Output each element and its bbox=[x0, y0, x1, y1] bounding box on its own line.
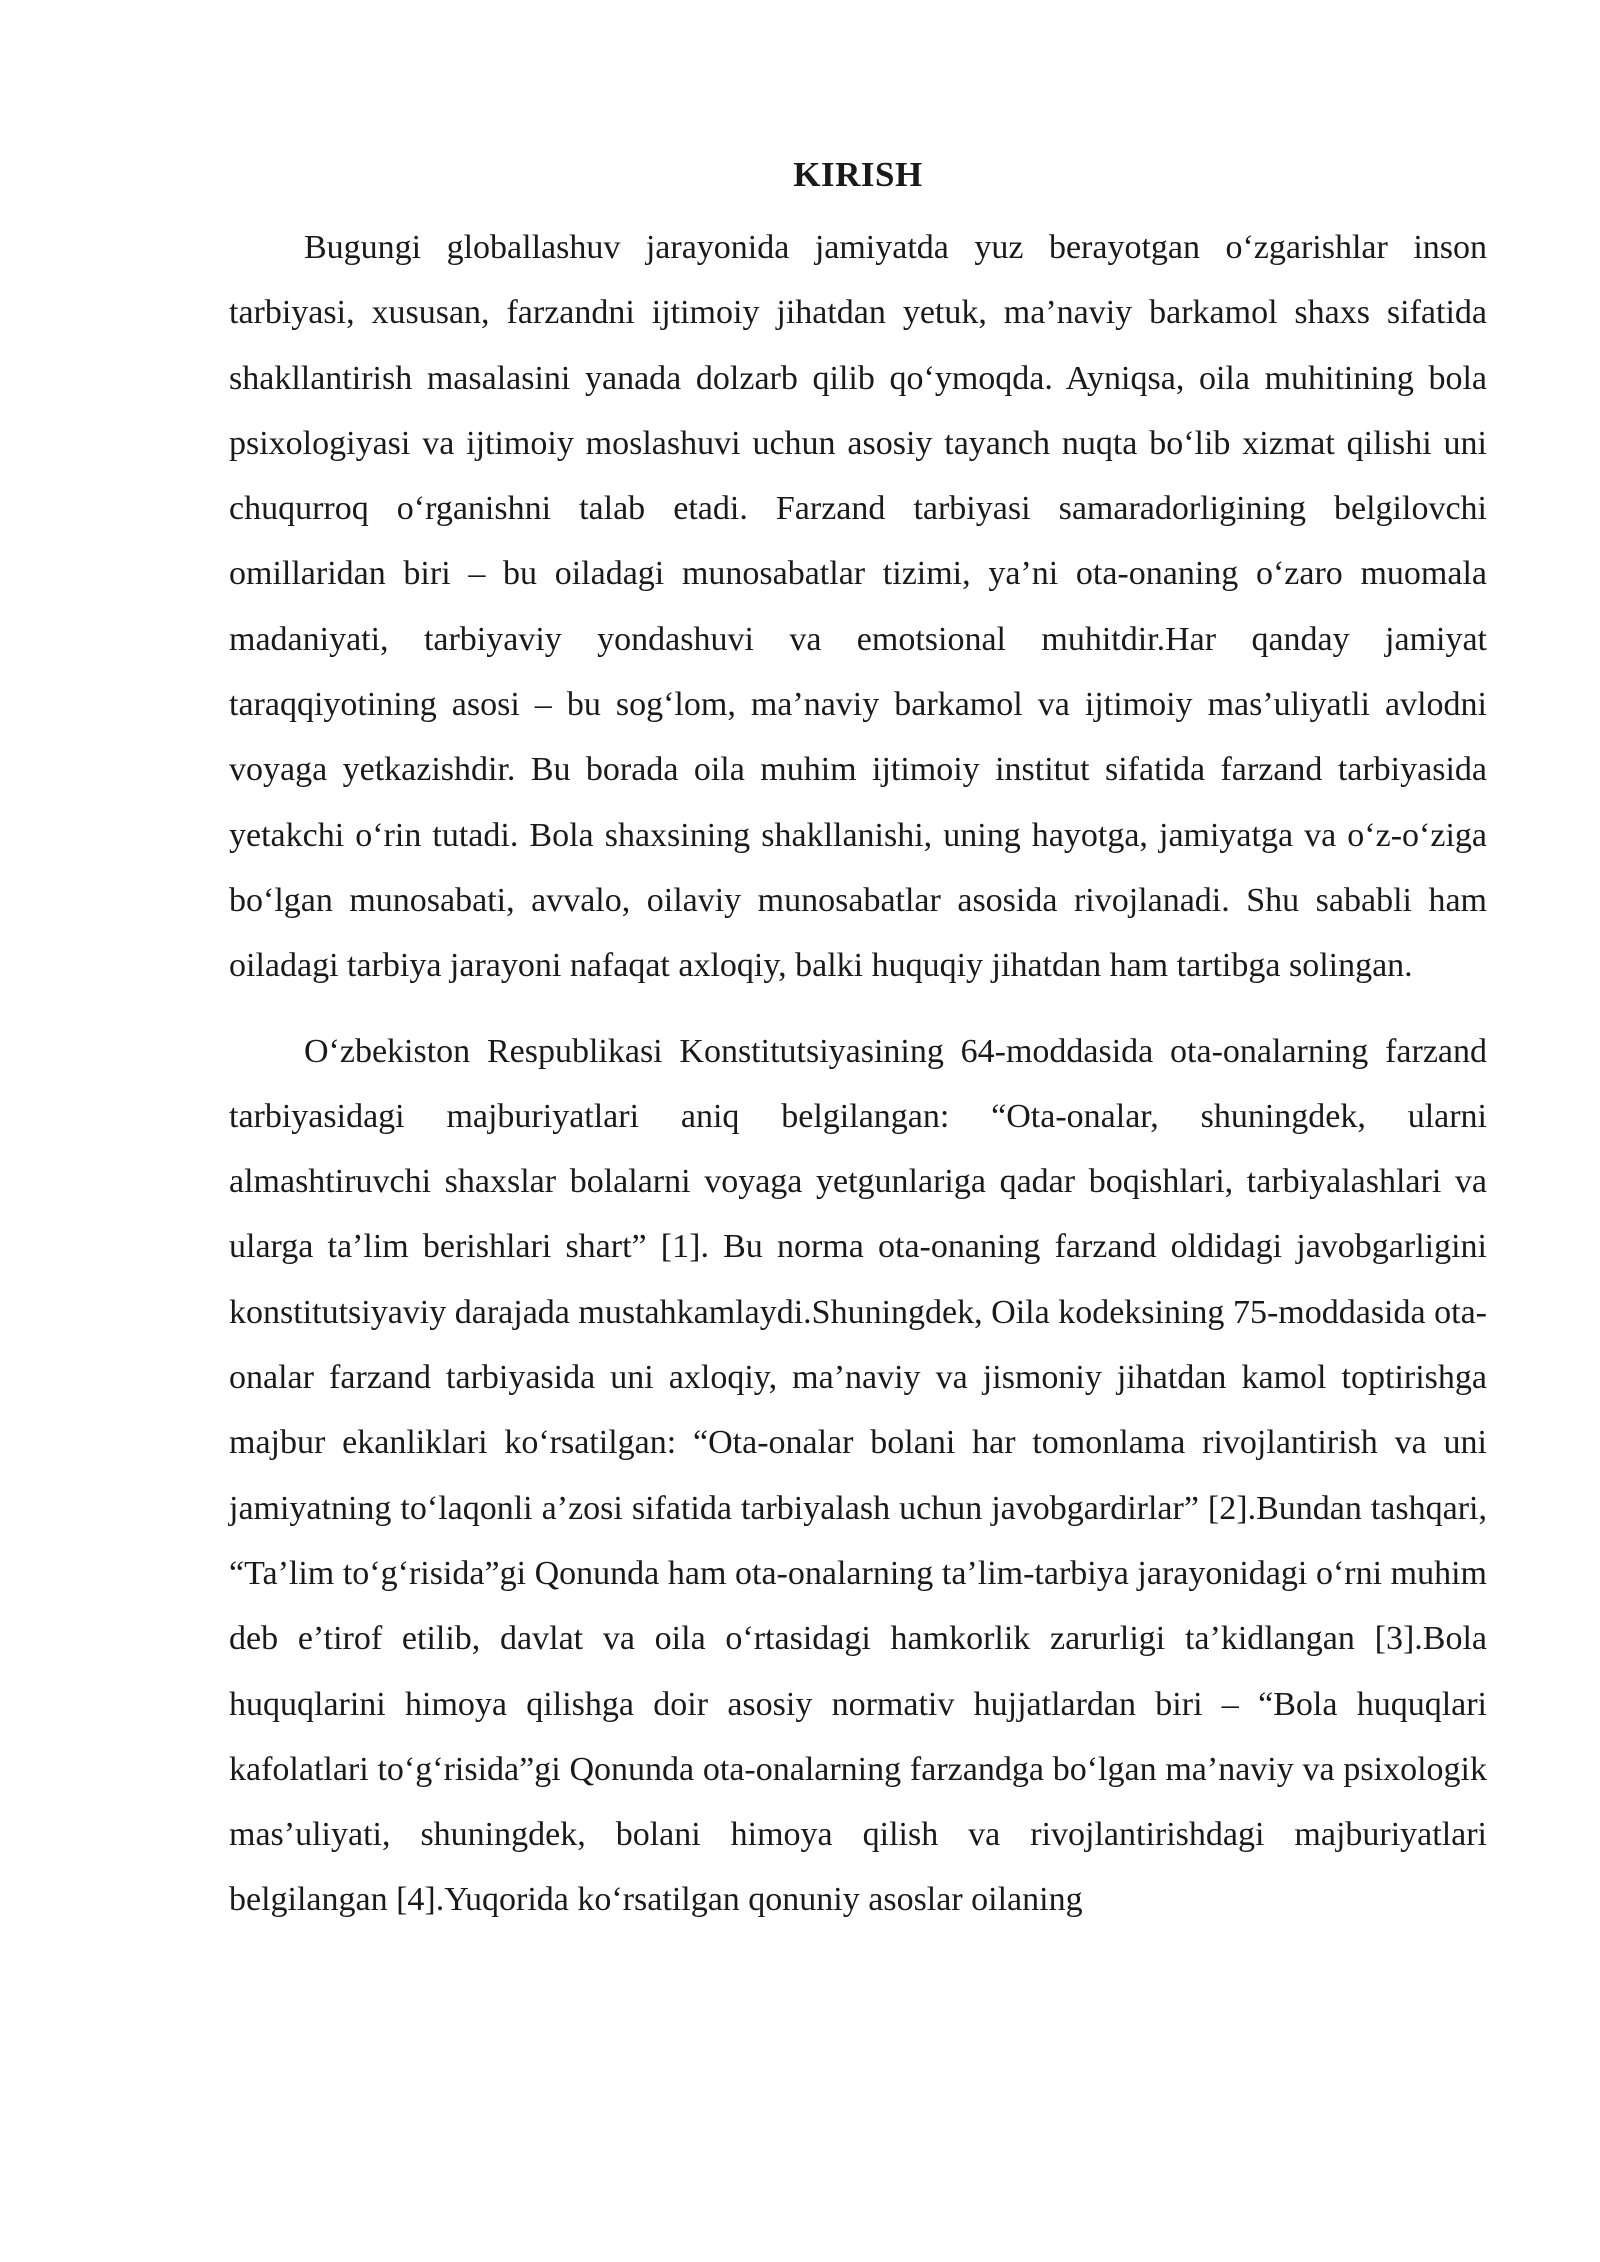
document-page bbox=[229, 150, 1487, 1933]
paragraph-introduction: Bugungi globallashuv jarayonida jamiyatda yuz berayotgan o‘zgarishlar inson tarbiyasi, xususan, farzandni ijtimoiy jihatdan yetuk, ma’naviy barkamol shaxs sifatida shakllantirish masalasini yanada dolzarb qilib qo‘ymoqda. Ayniqsa, oila muhitining bola psixologiyasi va ijtimoiy moslashuvi uchun asosiy tayanch nuqta bo‘lib xizmat qilishi uni chuqurroq o‘rganishni talab etadi. Farzand tarbiyasi samaradorligining belgilovchi omillaridan biri – bu oiladagi munosabatlar tizimi, ya’ni ota-onaning o‘zaro muomala madaniyati, tarbiyaviy yondashuvi va emotsional muhitdir.Har qanday jamiyat taraqqiyotining asosi – bu sog‘lom, ma’naviy barkamol va ijtimoiy mas’uliyatli avlodni voyaga yetkazishdir. Bu borada oila muhim ijtimoiy institut sifatida farzand tarbiyasida yetakchi o‘rin tutadi. Bola shaxsining shakllanishi, uning hayotga, jamiyatga va o‘z-o‘ziga bo‘lgan munosabati, avvalo, oilaviy munosabatlar asosida rivojlanadi. Shu sababli ham oiladagi tarbiya jarayoni nafaqat axloqiy, balki huquqiy jihatdan ham tartibga solingan. bbox=[229, 229, 1487, 985]
document-title: KIRISH bbox=[793, 155, 923, 194]
paragraph-legal-basis: O‘zbekiston Respublikasi Konstitutsiyasining 64-moddasida ota-onalarning farzand tarbiyasidagi majburiyatlari aniq belgilangan: “Ota-onalar, shuningdek, ularni almashtiruvchi shaxslar bolalarni voyaga yetgunlariga qadar boqishlari, tarbiyalashlari va ularga ta’lim berishlari shart” [1]. Bu norma ota-onaning farzand oldidagi javobgarligini konstitutsiyaviy darajada mustahkamlaydi.Shuningdek, Oila kodeksining 75-moddasida ota-onalar farzand tarbiyasida uni axloqiy, ma’naviy va jismoniy jihatdan kamol toptirishga majbur ekanliklari ko‘rsatilgan: “Ota-onalar bolani har tomonlama rivojlantirish va uni jamiyatning to‘laqonli a’zosi sifatida tarbiyalash uchun javobgardirlar” [2].Bundan tashqari, “Ta’lim to‘g‘risida”gi Qonunda ham ota-onalarning ta’lim-tarbiya jarayonidagi o‘rni muhim deb e’tirof etilib, davlat va oila o‘rtasidagi hamkorlik zarurligi ta’kidlangan [3].Bola huquqlarini himoya qilishga doir asosiy normativ hujjatlardan biri – “Bola huquqlari kafolatlari to‘g‘risida”gi Qonunda ota-onalarning farzandga bo‘lgan ma’naviy va psixologik mas’uliyati, shuningdek, bolani himoya qilish va rivojlantirishdagi majburiyatlari belgilangan [4].Yuqorida ko‘rsatilgan qonuniy asoslar oilaning bbox=[229, 1032, 1487, 1919]
